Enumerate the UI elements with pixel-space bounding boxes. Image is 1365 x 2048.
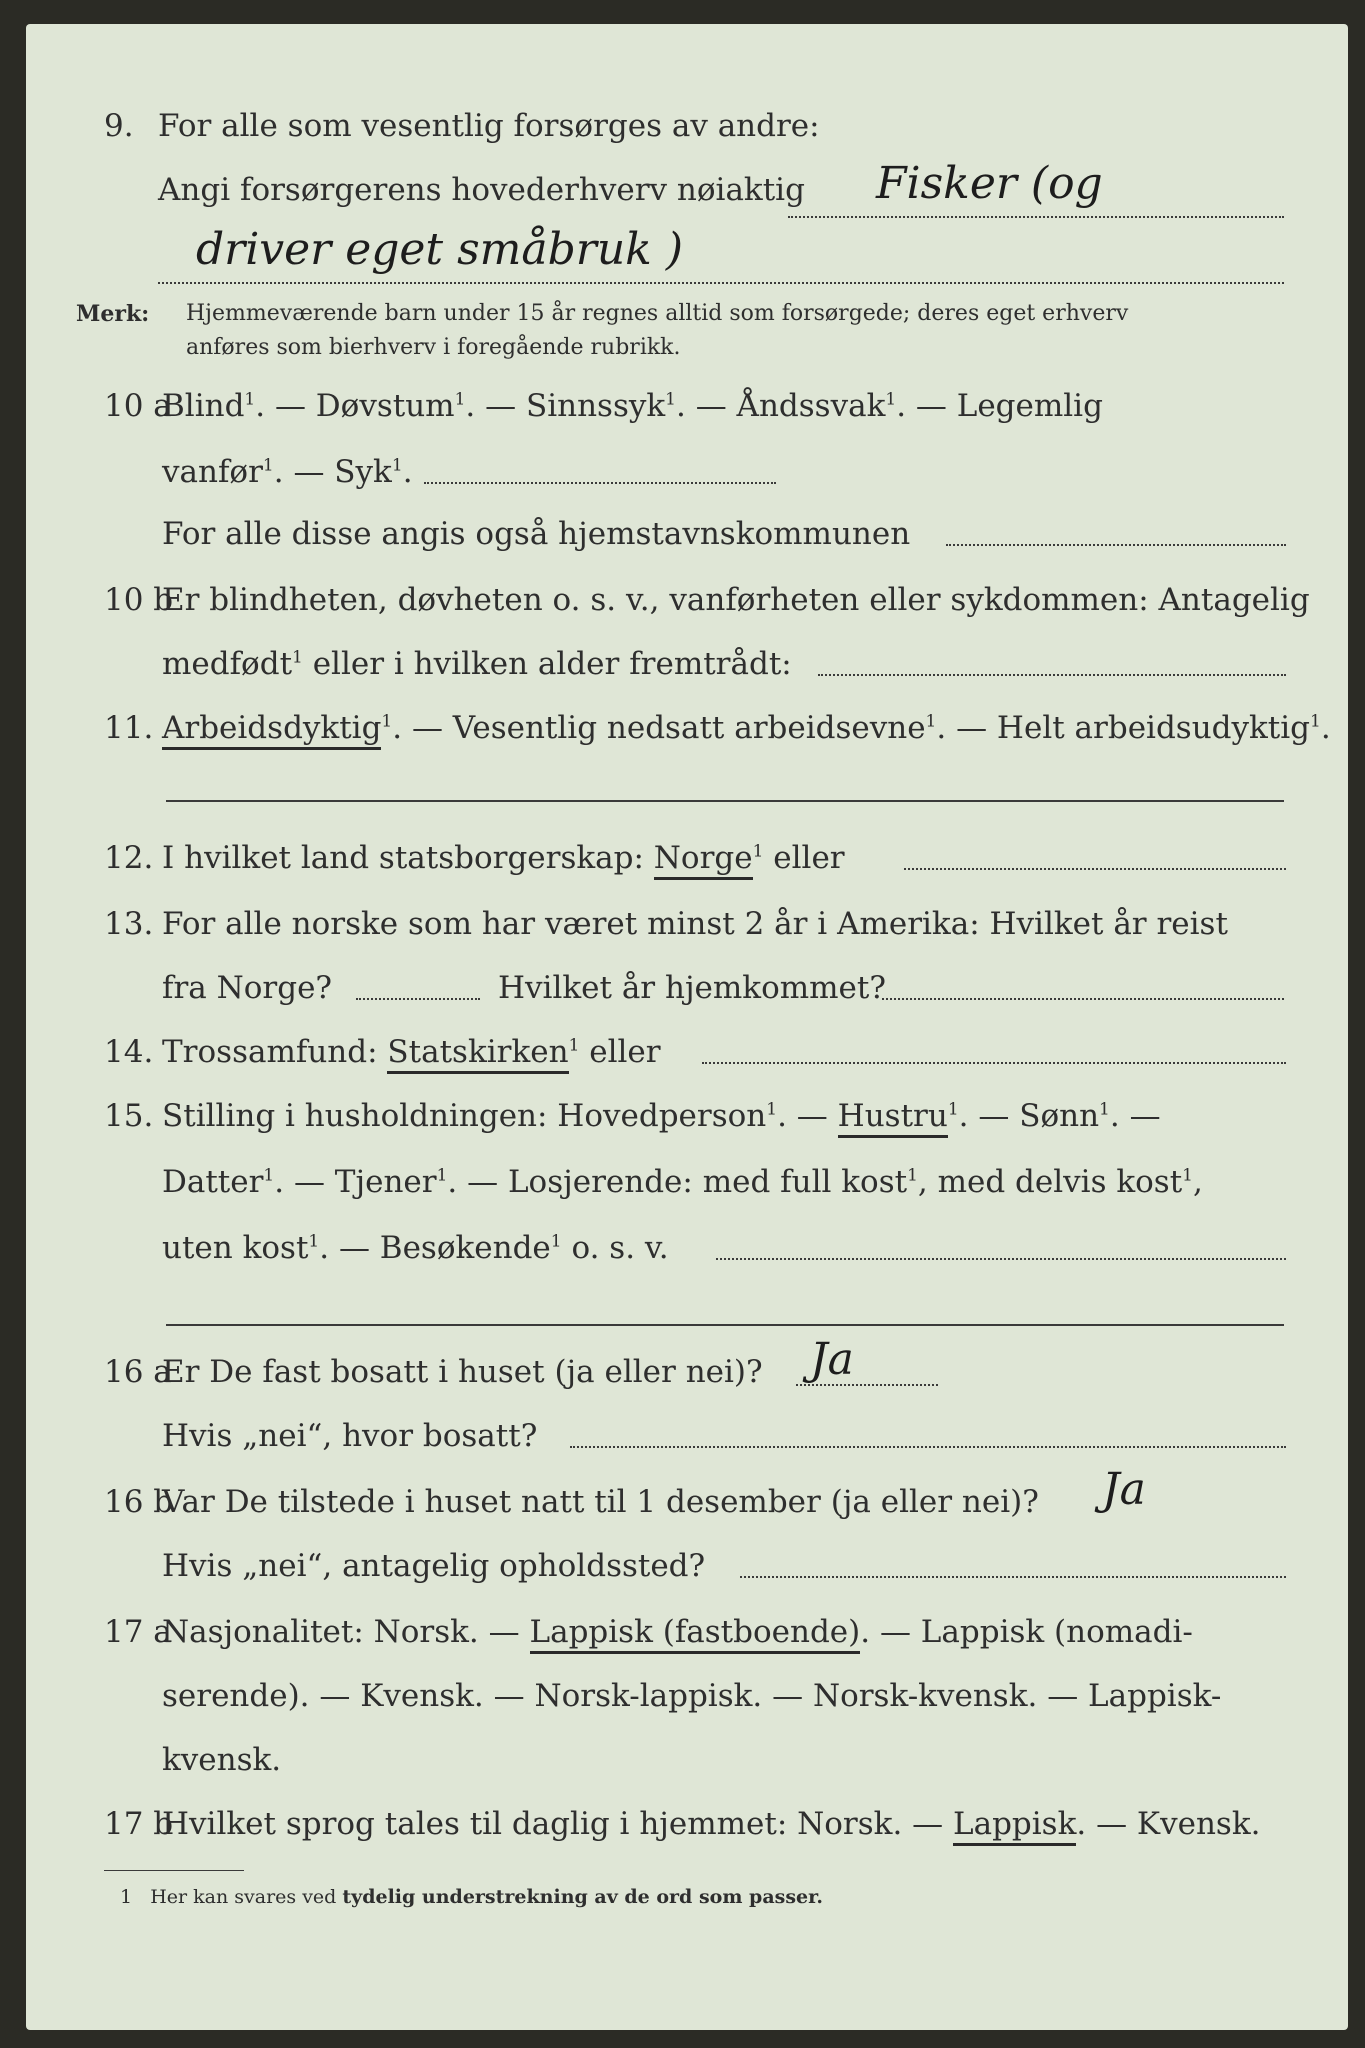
q17a-opt-norsk: Nasjonalitet: Norsk. — [162,1614,530,1650]
footnote-text: Her kan svares ved [150,1886,343,1908]
q14-line [162,1032,661,1072]
sup: 1 [391,455,403,476]
q15-opt-datter: Datter [162,1164,264,1200]
q13-number: 13. [104,906,154,942]
q9-answer-line2 [158,282,1284,284]
q13-answer-line2 [882,998,1284,1000]
q15-row3 [26,1228,1348,1268]
sup: 1 [244,389,256,410]
q10a-line2 [162,452,413,492]
census-form-page [26,24,1348,2030]
q14-prefix: Trossamfund: [162,1034,378,1070]
q10a-answer-line2 [946,544,1286,546]
q11-row [26,708,1348,748]
q11-opt-udyktig: . — Helt arbeidsudyktig [936,710,1311,746]
q17a-line1 [162,1612,1193,1652]
q9-row2 [26,170,1348,210]
q10b-row [26,580,1348,620]
q11-opt-arbeidsdyktig-underlined: Arbeidsdyktig [162,710,381,750]
q13-row2 [26,968,1348,1008]
q16b-row2 [26,1546,1348,1586]
q12-line [162,838,845,878]
q16a-row2 [26,1416,1348,1456]
q15-opt-uten-kost: uten kost [162,1230,309,1266]
sup: 1 [907,1165,918,1186]
q13-row [26,904,1348,944]
footnote-text-bold: tydelig understrekning av de ord som passer. [342,1886,823,1908]
q10a-opt-andssvak: . — Åndssvak [676,388,886,424]
q13-line2a: fra Norge? [162,970,333,1006]
q16b-number: 16 b [104,1484,174,1520]
q15-opt-sonn: . — Sønn [958,1098,1100,1134]
sup: 1 [665,389,676,410]
q16a-line2: Hvis „nei“, hvor bosatt? [162,1418,538,1454]
q16b-line2: Hvis „nei“, antagelig opholdssted? [162,1548,706,1584]
merk-row2 [26,328,1348,368]
q10b-number: 10 b [104,582,174,618]
q12-opt-norge-underlined: Norge [654,840,753,880]
q10a-opt-vanfor: vanfør [162,454,263,490]
q15-opt-delvis-kost: , med delvis kost [917,1164,1183,1200]
q15-osv: o. s. v. [561,1230,669,1266]
sup: 1 [550,1231,562,1252]
q13-line2b: Hvilket år hjemkommet? [498,970,886,1006]
q10a-opt-legemlig: . — Legemlig [896,388,1103,424]
q17a-row3 [26,1740,1348,1780]
q10a-opt-dovstum: . — Døvstum [255,388,455,424]
q17a-opt-lappisk-fastboende-underlined: Lappisk (fastboende) [530,1614,861,1654]
q11-number: 11. [104,710,154,746]
q15-comma: , [1193,1164,1203,1200]
q17a-opt-lappisk-nomadi: . — Lappisk (nomadi- [860,1614,1193,1650]
q12-row [26,838,1348,878]
q16a-line1: Er De fast bosatt i huset (ja eller nei)? [162,1354,763,1390]
sup: 1 [766,1099,778,1120]
merk-line2: anføres som bierhverv i foregående rubrikk. [186,335,681,360]
q16a-row [26,1352,1348,1392]
q16b-line1: Var De tilstede i huset natt til 1 desember (ja eller nei)? [162,1484,1039,1520]
q9-handwritten-answer1: Fisker (og [876,158,1103,209]
q10b-opt-medfodt: medfødt [162,646,293,682]
q10a-row3 [26,514,1348,554]
q10b-answer-line [818,674,1286,676]
q15-opt-besokende: . — Besøkende [319,1230,551,1266]
q14-suffix: eller [579,1034,661,1070]
q15-opt-hustru-underlined: Hustru [838,1098,948,1138]
q15-dash: . — [777,1098,838,1134]
sup: 1 [454,389,466,410]
q12-answer-line [904,868,1286,870]
q11-opt-nedsatt: . — Vesentlig nedsatt arbeidsevne [392,710,926,746]
q9-answer-line1 [788,216,1284,218]
q15-answer-line1 [716,1258,1286,1260]
q10a-period: . [402,454,413,490]
sup: 1 [925,711,937,732]
sup: 1 [381,711,393,732]
q15-answer-line2 [166,1324,1284,1326]
q16b-handwritten-answer: Ja [1102,1464,1146,1515]
q10a-line1 [162,386,1103,426]
q9-number: 9. [104,108,134,144]
q17a-row [26,1612,1348,1652]
q12-prefix: I hvilket land statsborgerskap: [162,840,644,876]
q15-line3 [162,1228,669,1268]
q14-answer-line [702,1062,1286,1064]
q13-answer-line1 [356,998,480,1000]
q9-text-line1: For alle som vesentlig forsørges av andre: [158,108,820,144]
q10a-answer-line1 [424,482,776,484]
q9-text-line2: Angi forsørgerens hovederhverv nøiaktig [158,172,805,208]
q12-suffix: eller [763,840,845,876]
q17b-prefix: Hvilket sprog tales til daglig i hjemmet: Norsk. — [162,1806,953,1842]
q15-line1 [162,1096,1161,1136]
q17b-number: 17 b [104,1806,174,1842]
q9-handwritten-answer2: driver eget småbruk ) [196,224,683,275]
q13-line1: For alle norske som har været minst 2 år i Amerika: Hvilket år reist [162,906,1228,942]
merk-line1: Hjemmeværende barn under 15 år regnes alltid som forsørgede; deres eget erhverv [186,301,1129,326]
q16b-answer-line [740,1576,1286,1578]
q17b-row [26,1804,1348,1844]
q16a-answer-line [796,1384,938,1386]
q10b-line1: Er blindheten, døvheten o. s. v., vanførheten eller sykdommen: Antagelig [162,582,1310,618]
q17b-opt-kvensk: . — Kvensk. [1076,1806,1261,1842]
q10a-opt-sinnssyk: . — Sinnssyk [465,388,666,424]
q17a-line2: serende). — Kvensk. — Norsk-lappisk. — Norsk-kvensk. — Lappisk- [162,1678,1222,1714]
q14-opt-statskirken-underlined: Statskirken [387,1034,568,1074]
q10a-line3: For alle disse angis også hjemstavnskommunen [162,516,911,552]
sup: 1 [292,647,303,668]
q14-row [26,1032,1348,1072]
q15-number: 15. [104,1098,154,1134]
sup: 1 [262,455,274,476]
q16a-answer-line2 [570,1446,1286,1448]
q10a-number: 10 a [104,388,172,424]
sup: 1 [263,1165,275,1186]
q17a-line3: kvensk. [162,1742,282,1778]
q10b-line2 [162,644,792,684]
q10a-opt-syk: . — Syk [273,454,392,490]
q17a-row2 [26,1676,1348,1716]
q17a-number: 17 a [104,1614,172,1650]
sup: 1 [1182,1165,1193,1186]
footnote-mark: 1 [120,1886,133,1908]
sup: 1 [308,1231,320,1252]
q15-opt-tjener: . — Tjener [274,1164,437,1200]
q14-number: 14. [104,1034,154,1070]
footnote [120,1886,823,1908]
q10a-row [26,386,1348,426]
q12-number: 12. [104,840,154,876]
q11-answer-line [166,800,1284,802]
q15-opt-full-kost: . — Losjerende: med full kost [447,1164,908,1200]
q16a-number: 16 a [104,1354,172,1390]
q10a-row2 [26,452,1348,492]
q15-row2 [26,1162,1348,1202]
q16a-handwritten-answer: Ja [810,1334,854,1385]
sup: 1 [1099,1099,1110,1120]
q10b-row2 [26,644,1348,684]
q10b-text: eller i hvilken alder fremtrådt: [302,646,792,682]
sup: 1 [752,841,764,862]
q15-row [26,1096,1348,1136]
q17b-line [162,1804,1260,1844]
q11-period: . [1320,710,1331,746]
footnote-divider [104,1870,244,1871]
q15-dash2: . — [1109,1098,1161,1134]
sup: 1 [1310,711,1321,732]
sup: 1 [436,1165,448,1186]
q9-row [26,106,1348,146]
q15-opt-hovedperson: Stilling i husholdningen: Hovedperson [162,1098,767,1134]
q10a-opt-blind: Blind [162,388,245,424]
sup: 1 [568,1035,580,1056]
q11-line [162,708,1331,748]
q15-line2 [162,1162,1203,1202]
merk-label: Merk: [76,301,150,327]
q17b-opt-lappisk-underlined: Lappisk [953,1806,1076,1846]
q16b-row [26,1482,1348,1522]
sup: 1 [885,389,897,410]
sup: 1 [947,1099,959,1120]
